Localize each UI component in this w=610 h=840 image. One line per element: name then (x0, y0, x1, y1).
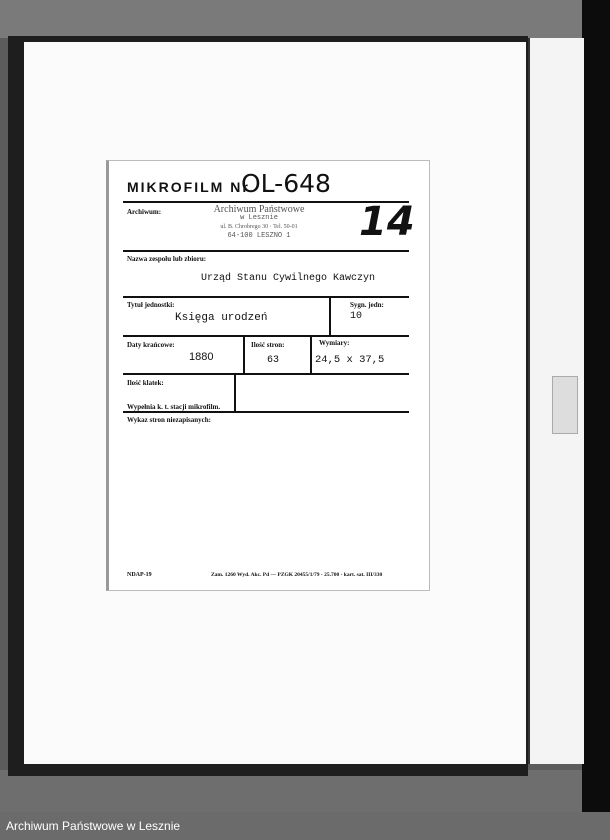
stamp-line: Archiwum Państwowe (213, 204, 305, 215)
scan-background (0, 0, 610, 38)
paper-tag (552, 376, 578, 434)
archive-stamp (199, 205, 319, 241)
blank-pages-label: Wykaz stron niezapisanych: (127, 416, 212, 424)
stamp-line: 64-100 LESZNO 1 (227, 232, 291, 240)
scan-edge (582, 0, 610, 812)
dimensions-value: 24,5 x 37,5 (315, 354, 385, 366)
collection-value: Urząd Stanu Cywilnego Kawczyn (201, 273, 376, 284)
pages-label: Ilość stron: (251, 341, 285, 349)
dates-value: 1880 (189, 351, 214, 363)
unit-title-value: Księga urodzeń (175, 312, 268, 324)
signature-label: Sygn. jedn: (350, 301, 384, 309)
archive-label: Archiwum: (127, 208, 162, 216)
collection-label: Nazwa zespołu lub zbioru: (127, 255, 207, 263)
frames-label: Ilość klatek: (127, 379, 164, 387)
print-info: Zam. 1260 Wyd. Akc. Pd — PZGK 20455/1/79 - 25.700 - kart. sat. III/330 (211, 572, 383, 578)
unit-title-label: Tytuł jednostki: (127, 301, 175, 309)
stamp-line: ul. B. Chrobrego 30 · Tel. 50-01 (220, 224, 298, 230)
form-code: NDAP-19 (127, 572, 152, 578)
scan-background-bottom (0, 770, 582, 812)
stamp-line: w Lesznie (240, 214, 278, 222)
dimensions-label: Wymiary: (319, 339, 350, 347)
pages-value: 63 (267, 355, 280, 366)
image-caption: Archiwum Państwowe w Lesznie (0, 812, 610, 840)
card-title: MIKROFILM Nr (127, 179, 250, 195)
signature-value: 10 (350, 311, 363, 322)
microfilm-card (106, 160, 430, 591)
film-number: OL-648 (241, 169, 331, 198)
frames-note: Wypełnia k. t. stacji mikrofilm. (127, 403, 221, 411)
dates-label: Daty krańcowe: (127, 341, 175, 349)
handwritten-number: 14 (359, 199, 415, 245)
